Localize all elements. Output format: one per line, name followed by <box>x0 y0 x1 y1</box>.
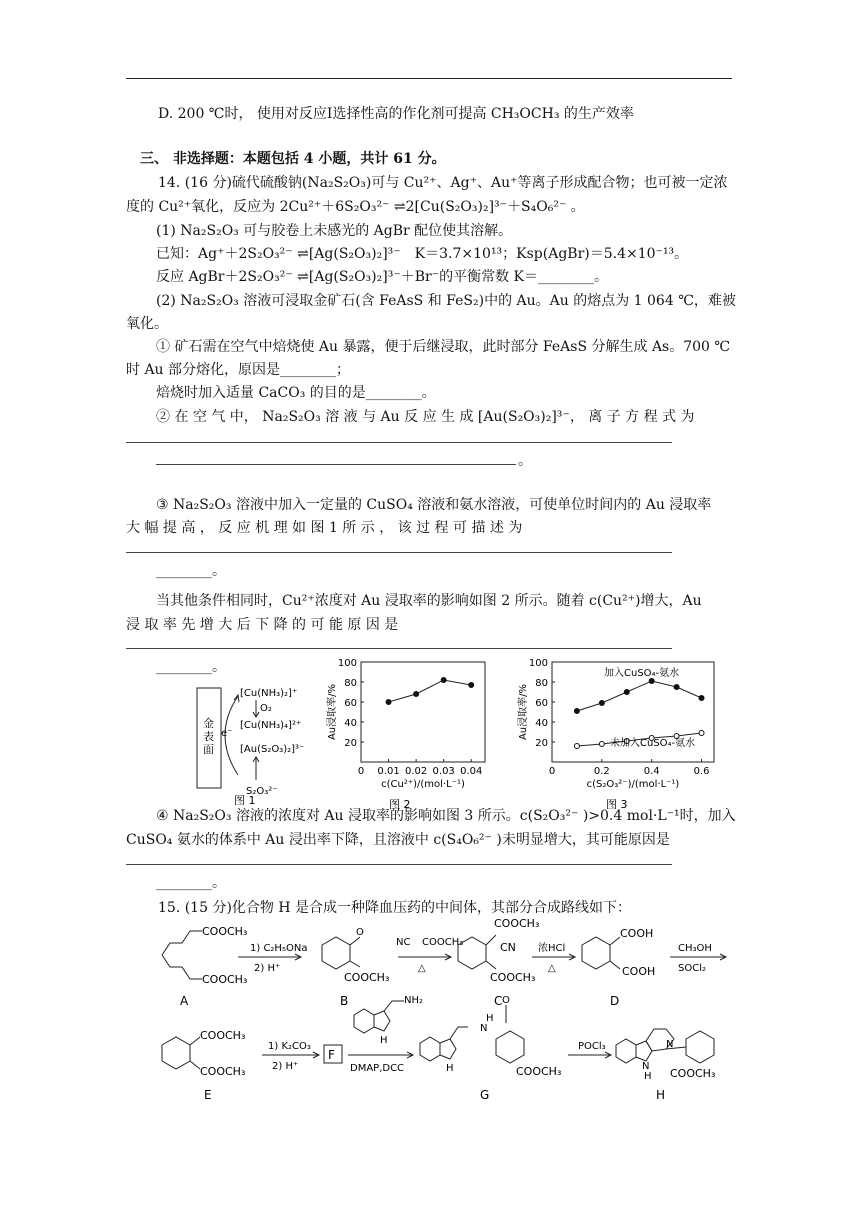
answer-blank <box>126 442 672 443</box>
tryptamine-side-chain <box>384 1001 404 1011</box>
compound-h-indole-h: H <box>644 1071 652 1082</box>
q14-sub4-b: CuSO₄ 氨水的体系中 Au 浸出率下降，且溶液中 c(S₄O₆²⁻ )未明显增大，其可能原因是 <box>126 832 670 848</box>
data-point <box>386 700 391 705</box>
x-tick-label: 0 <box>548 766 556 777</box>
compound-a-group-1: COOCH₃ <box>202 925 248 938</box>
d-e-condition-1: CH₃OH <box>678 943 712 954</box>
compound-g-benzene-ring <box>420 1037 440 1061</box>
q14-sub3-d: 当其他条件相同时，Cu²⁺浓度对 Au 浸取率的影响如图 2 所示。随着 c(Cu²⁺)增大，Au <box>156 593 702 609</box>
q14-part2-a: (2) Na₂S₂O₃ 溶液可浸取金矿石(含 FeAsS 和 FeS₂)中的 Au。Au 的熔点为 1 064 ℃，难被 <box>156 293 736 309</box>
y-axis-label: Au浸取率/% <box>327 683 338 741</box>
y-tick-label: 40 <box>344 718 357 729</box>
q14-sub2-a: ② 在 空 气 中， Na₂S₂O₃ 溶 液 与 Au 反 应 生 成 [Au(S₂O₃)₂]³⁻， 离 子 方 程 式 为 <box>156 409 695 425</box>
compound-g-amide-n: N <box>480 1023 488 1034</box>
compound-e-ester-bond <box>190 1037 200 1045</box>
compound-h-ring <box>686 1031 714 1063</box>
compound-d-acid-bond-lower <box>610 961 620 969</box>
y-tick-label: 60 <box>344 698 357 709</box>
compound-h-benzene-ring <box>616 1039 636 1063</box>
compound-e-label: E <box>204 1088 212 1102</box>
s2o3-label: S₂O₃²⁻ <box>246 786 278 797</box>
compound-c-label: C <box>494 994 503 1008</box>
data-point <box>574 709 579 714</box>
data-point <box>599 701 604 706</box>
compound-g-pyrrole-ring <box>440 1039 456 1059</box>
compound-b-ring <box>322 937 350 969</box>
x-tick-label: 0.04 <box>460 766 483 777</box>
compound-f: F <box>328 1048 335 1062</box>
plot-frame <box>361 662 485 762</box>
compound-g-carbonyl-o: O <box>502 995 510 1006</box>
compound-a-chain-lower <box>162 955 202 979</box>
f-g-condition: DMAP,DCC <box>350 1063 405 1074</box>
q14-line1: 14. (16 分)硫代硫酸钠(Na₂S₂O₃)可与 Cu²⁺、Ag⁺、Au⁺等离子形成配合物；也可被一定浓 <box>158 175 728 191</box>
q14-sub1-b: 时 Au 部分熔化，原因是________； <box>126 362 351 378</box>
compound-c-ester-bond <box>486 961 496 969</box>
figure-3-chart <box>512 654 722 812</box>
q14-sub3-c: ________。 <box>156 563 226 579</box>
q14-known: 已知：Ag⁺＋2S₂O₃²⁻ ⇌[Ag(S₂O₃)₂]³⁻ K＝3.7×10¹³；Ksp(AgBr)＝5.4×10⁻¹³。 <box>156 246 689 262</box>
x-axis-label: c(Cu²⁺)/(mol·L⁻¹) <box>381 779 465 790</box>
y-tick-label: 20 <box>344 738 357 749</box>
tryptamine-benzene-ring <box>354 1009 374 1033</box>
data-point <box>469 683 474 688</box>
e-f-condition-1: 1) K₂CO₃ <box>268 1041 311 1052</box>
au-complex-label: [Au(S₂O₃)₂]³⁻ <box>240 744 305 755</box>
compound-c-group-1: COOCH₃ <box>494 917 540 930</box>
a-b-condition-2: 2) H⁺ <box>254 963 281 974</box>
compound-b-ester-bond <box>350 961 360 967</box>
cu-nh3-4-label: [Cu(NH₃)₄]²⁺ <box>240 720 302 731</box>
data-point <box>674 685 679 690</box>
compound-g-label: G <box>480 1088 490 1102</box>
answer-blank <box>126 864 672 865</box>
option-d: D. 200 ℃时， 使用对反应Ⅰ选择性高的作化剂可提高 CH₃OCH₃ 的生产效率 <box>158 106 634 122</box>
compound-g-ring <box>496 1031 524 1063</box>
o2-label: O₂ <box>260 703 272 714</box>
gold-surface-char-2: 表 <box>203 730 214 743</box>
x-tick-label: 0.02 <box>404 766 428 777</box>
compound-h-ester: COOCH₃ <box>670 1067 716 1080</box>
q14-sub3-a: ③ Na₂S₂O₃ 溶液中加入一定量的 CuSO₄ 溶液和氨水溶液，可使单位时间内的 Au 浸取率 <box>156 497 712 513</box>
b-c-condition: △ <box>418 963 426 974</box>
compound-a-chain <box>162 931 202 955</box>
compound-e-group-2: COOCH₃ <box>200 1065 246 1078</box>
q14-part1: (1) Na₂S₂O₃ 可与胶卷上未感光的 AgBr 配位使其溶解。 <box>156 223 513 239</box>
y-tick-label: 80 <box>535 678 548 689</box>
compound-b-ketone-bond <box>350 937 360 945</box>
answer-blank <box>156 464 516 465</box>
compound-d-label: D <box>610 994 620 1008</box>
d-e-condition-2: SOCl₂ <box>678 963 706 974</box>
answer-blank <box>126 552 672 553</box>
y-tick-label: 100 <box>337 658 357 669</box>
a-b-condition-1: 1) C₂H₅ONa <box>250 943 308 954</box>
b-c-reagent-ester: COOCH₃ <box>422 937 464 948</box>
q14-sub3-b: 大 幅 提 高 ， 反 应 机 理 如 图 1 所 示 ， 该 过 程 可 描 述 为 <box>126 520 523 536</box>
x-axis-label: c(S₂O₃²⁻)/(mol·L⁻¹) <box>586 779 680 790</box>
compound-d-ring <box>582 937 610 969</box>
q14-sub4-c: ________。 <box>156 875 226 891</box>
x-tick-label: 0.4 <box>643 766 660 777</box>
compound-g-linker <box>450 1027 468 1039</box>
compound-e-ester-bond-lower <box>190 1061 200 1069</box>
figure-2-chart <box>325 654 495 812</box>
data-point <box>624 690 629 695</box>
section-title: 三、 非选择题：本题包括 4 小题，共计 61 分。 <box>140 151 446 167</box>
compound-c-group-2: CN <box>500 941 516 954</box>
data-point <box>414 692 419 697</box>
c-d-condition-2: △ <box>548 963 556 974</box>
compound-d-acid-bond <box>610 937 620 945</box>
compound-g-ester: COOCH₃ <box>516 1065 562 1078</box>
compound-b-ketone: O <box>356 927 364 938</box>
series-label: 加入CuSO₄-氨水 <box>604 668 680 679</box>
q14-sub4-a: ④ Na₂S₂O₃ 溶液的浓度对 Au 浸取率的影响如图 3 所示。c(S₂O₃²⁻ )>0.4 mol·L⁻¹时，加入 <box>156 808 736 824</box>
x-tick-label: 0.6 <box>693 766 710 777</box>
q15-title: 15. (15 分)化合物 H 是合成一种降血压药的中间体，其部分合成路线如下： <box>158 900 632 916</box>
data-point <box>649 679 654 684</box>
tryptamine-pyrrole-ring <box>374 1011 390 1031</box>
x-tick-label: 0.2 <box>593 766 610 777</box>
compound-h-imine-n: N <box>666 1039 674 1050</box>
series-line <box>389 680 472 702</box>
q14-sub3-f: ________。 <box>156 659 226 675</box>
tryptamine-nh2: NH₂ <box>404 995 424 1006</box>
compound-h-pyrrole-ring <box>636 1041 652 1061</box>
x-tick-label: 0 <box>357 766 365 777</box>
e-f-condition-2: 2) H⁺ <box>272 1061 299 1072</box>
gold-surface-char-1: 金 <box>203 717 214 730</box>
compound-a-label: A <box>180 994 189 1008</box>
c-d-condition-1: 浓HCl <box>538 943 566 954</box>
x-tick-label: 0.03 <box>432 766 455 777</box>
data-point <box>599 742 604 747</box>
q14-reaction-k: 反应 AgBr＋2S₂O₃²⁻ ⇌[Ag(S₂O₃)₂]³⁻＋Br⁻的平衡常数 K＝________。 <box>156 269 608 285</box>
compound-c-group-3: COOCH₃ <box>490 971 536 984</box>
y-tick-label: 60 <box>535 698 548 709</box>
q14-sub1-a: ① 矿石需在空气中焙烧使 Au 暴露，便于后继浸取，此时部分 FeAsS 分解生成 As。700 ℃ <box>156 339 731 355</box>
q14-sub3-e: 浸 取 率 先 增 大 后 下 降 的 可 能 原 因 是 <box>126 617 399 633</box>
x-tick-label: 0.01 <box>377 766 400 777</box>
gold-surface-char-3: 面 <box>203 743 214 756</box>
y-tick-label: 20 <box>535 738 548 749</box>
cu-nh3-2-label: [Cu(NH₃)₂]⁺ <box>240 688 298 699</box>
compound-g-indole-nh: H <box>446 1063 454 1074</box>
data-point <box>699 731 704 736</box>
series-line <box>577 681 702 711</box>
q14-part2-b: 氧化。 <box>126 316 168 332</box>
top-rule <box>126 78 732 79</box>
answer-blank <box>126 648 672 649</box>
compound-a-group-2: COOCH₃ <box>202 973 248 986</box>
compound-h-indole-n: N <box>642 1061 650 1072</box>
q14-sub1-c: 焙烧时加入适量 CaCO₃ 的目的是________。 <box>156 385 436 401</box>
data-point <box>574 744 579 749</box>
compound-b-group: COOCH₃ <box>344 971 390 984</box>
compound-e-group-1: COOCH₃ <box>200 1029 246 1042</box>
g-h-condition: POCl₃ <box>578 1041 606 1052</box>
compound-b-label: B <box>340 994 349 1008</box>
compound-g-amide-h: H <box>486 1013 494 1024</box>
y-tick-label: 80 <box>344 678 357 689</box>
b-c-reagent: NC <box>396 937 411 948</box>
y-tick-label: 100 <box>528 658 548 669</box>
data-point <box>441 678 446 683</box>
compound-d-group-1: COOH <box>620 927 654 940</box>
tryptamine-nh: H <box>380 1035 388 1046</box>
y-axis-label: Au浸取率/% <box>518 683 529 741</box>
data-point <box>699 696 704 701</box>
q14-sub2-end: 。 <box>518 453 532 469</box>
compound-h-label: H <box>656 1088 666 1102</box>
q14-line2: 度的 Cu²⁺氧化，反应为 2Cu²⁺＋6S₂O₃²⁻ ⇌2[Cu(S₂O₃)₂]³⁻＋S₄O₆²⁻ 。 <box>126 199 585 215</box>
compound-d-group-2: COOH <box>622 965 656 978</box>
compound-c-exocyclic-bond <box>486 935 496 945</box>
y-tick-label: 40 <box>535 718 548 729</box>
electron-label: e⁻ <box>221 728 233 739</box>
figure-3-caption: 图 3 <box>606 798 628 811</box>
figure-1-caption: 图 1 <box>234 794 256 805</box>
figure-2-caption: 图 2 <box>389 798 411 811</box>
synthesis-route <box>150 915 735 1105</box>
figure-1-mechanism <box>190 680 320 805</box>
compound-e-ring <box>162 1037 190 1069</box>
series-label: 未加入CuSO₄-氨水 <box>610 738 696 749</box>
